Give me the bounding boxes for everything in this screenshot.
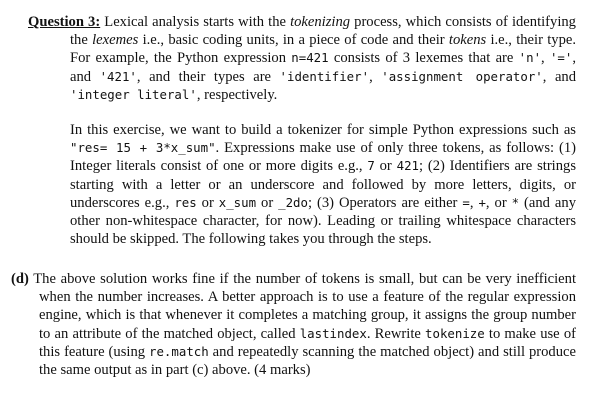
term-tokens: tokens bbox=[448, 32, 487, 49]
term-tokenizing: tokenizing bbox=[290, 14, 351, 30]
code-digit-421: 421 bbox=[396, 158, 419, 174]
code-type-identifier: 'identifier' bbox=[279, 68, 370, 84]
code-op-star: * bbox=[511, 194, 520, 210]
code-id-x-sum: x_sum bbox=[218, 194, 257, 210]
part-d-label: (d) bbox=[11, 271, 29, 287]
question-label: Question 3: bbox=[28, 14, 101, 30]
code-op-equals: = bbox=[462, 194, 470, 210]
part-d-paragraph: (d) The above solution works fine if the number of tokens is small, but can be very inefficient when the number increases. A better approach is to use a feature of the regular expression engine, which is that whenever it completes a matching group, it assigns the group number to an attribute of the matched object, called lastindex. Rewrite tokenize to make use of this feature (using re.match and repeatedly scanning the matched object) and still produce the same output as in part (c) above. (4 marks) bbox=[11, 271, 576, 379]
code-expression: n=421 bbox=[291, 50, 329, 66]
term-lexemes: lexemes bbox=[92, 32, 139, 49]
code-type-integer: 'integer literal' bbox=[70, 86, 197, 102]
code-lexeme-equals: '=' bbox=[549, 50, 573, 66]
exercise-paragraph: In this exercise, we want to build a tokenizer for simple Python expressions such as "res= 15 + 3*x_sum". Expressions make use of only three tokens, as follows: (1) Integer literals consist of one or more digits e.g., 7 or 421; (2) Identifiers are strings starting with a letter or an underscore and followed by more letters, digits, or underscores e.g., res or x_sum or _2do; (3) Operators are either =, +, or * (and any other non-whitespace character, for now). Leading or trailing whitespace characters should be skipped. The following takes you through the steps. bbox=[70, 122, 577, 248]
code-tokenize: tokenize bbox=[425, 325, 485, 341]
code-op-plus: + bbox=[478, 194, 486, 210]
code-re-match: re.match bbox=[149, 343, 209, 359]
code-lastindex: lastindex bbox=[299, 325, 367, 341]
question-3-paragraph: Question 3: Lexical analysis starts with the tokenizing process, which consists of identifying the lexemes i.e., basic coding units, in a piece of code and their tokens i.e., their type. For example, the Python expression n=421 consists of 3 lexemes that are 'n', '=', and '421', and their types are 'identifier', 'assignment operator', and 'integer literal', respectively. bbox=[28, 14, 577, 103]
code-lexeme-n: 'n' bbox=[518, 50, 542, 66]
code-type-assignment: 'assignment operator' bbox=[381, 68, 543, 84]
code-id-res: res bbox=[174, 194, 197, 210]
code-lexeme-421: '421' bbox=[99, 68, 137, 84]
code-id-2do: _2do bbox=[278, 194, 308, 210]
code-digit-7: 7 bbox=[367, 158, 375, 174]
code-example-expression: "res= 15 + 3*x_sum" bbox=[70, 140, 216, 156]
